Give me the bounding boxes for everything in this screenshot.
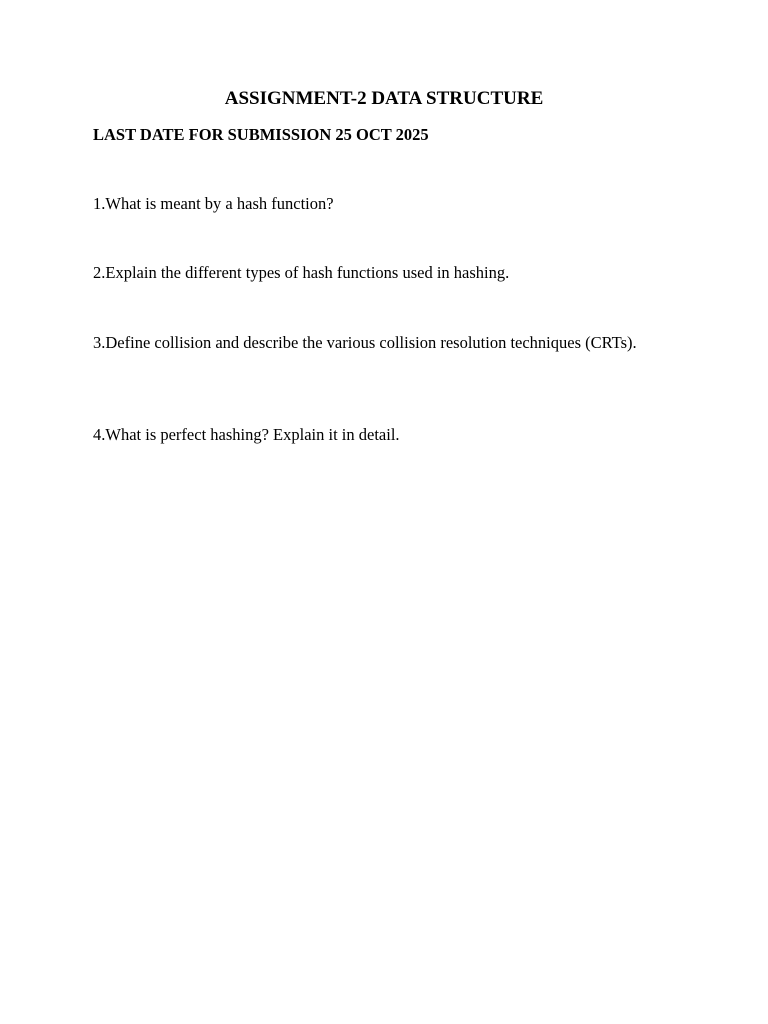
submission-deadline: LAST DATE FOR SUBMISSION 25 OCT 2025	[93, 125, 429, 144]
question-3: 3.Define collision and describe the various collision resolution techniques (CRTs).	[93, 333, 637, 352]
question-1: 1.What is meant by a hash function?	[93, 194, 334, 213]
question-2: 2.Explain the different types of hash functions used in hashing.	[93, 263, 510, 282]
page-title: ASSIGNMENT-2 DATA STRUCTURE	[224, 88, 544, 109]
question-4: 4.What is perfect hashing? Explain it in detail.	[93, 425, 400, 444]
